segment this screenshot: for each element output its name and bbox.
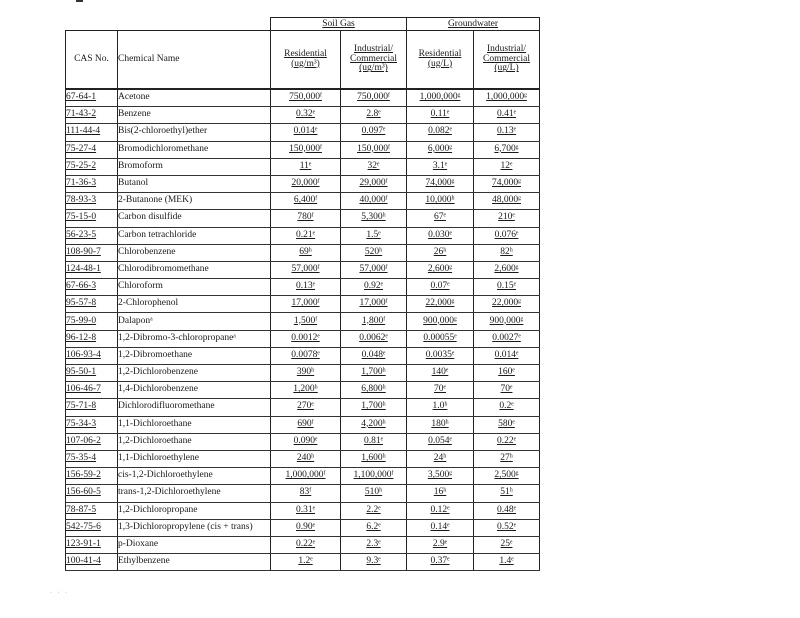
cas-cell: 111-44-4: [66, 124, 118, 141]
soil-residential-cell: 83ᶠ: [271, 485, 341, 502]
column-header-row: [66, 31, 540, 90]
soil-residential-cell: 0.090ᵉ: [271, 433, 341, 450]
soil-residential-header: Residential (ug/m³): [271, 31, 341, 90]
chemical-name-cell: 1,4-Dichlorobenzene: [118, 382, 271, 399]
table-row: [66, 450, 540, 467]
gw-industrial-cell: 0.52ᵉ: [474, 519, 540, 536]
table-row: [66, 244, 540, 261]
corner-mark: [76, 0, 83, 2]
cas-cell: 95-50-1: [66, 365, 118, 382]
gw-industrial-cell: 74,000ᵍ: [474, 175, 540, 192]
gw-industrial-cell: 0.2ᵉ: [474, 399, 540, 416]
gw-industrial-cell: 0.014ᵉ: [474, 347, 540, 364]
table-row: [66, 296, 540, 313]
cas-cell: 156-59-2: [66, 468, 118, 485]
soil-industrial-cell: 1,100,000ᶠ: [341, 468, 407, 485]
cas-cell: 100-41-4: [66, 554, 118, 571]
gw-industrial-cell: 900,000ᵍ: [474, 313, 540, 330]
soil-industrial-cell: 0.097ᵉ: [341, 124, 407, 141]
gw-residential-cell: 0.12ᵉ: [407, 502, 474, 519]
table-row: [66, 347, 540, 364]
gw-industrial-cell: 27ʰ: [474, 450, 540, 467]
cas-cell: 71-43-2: [66, 107, 118, 124]
soil-industrial-cell: 0.81ᵉ: [341, 433, 407, 450]
cas-cell: 123-91-1: [66, 536, 118, 553]
table-row: [66, 279, 540, 296]
chemical-name-cell: Acetone: [118, 89, 271, 107]
chemical-name-cell: Ethylbenzene: [118, 554, 271, 571]
soil-industrial-cell: 9.3ᵉ: [341, 554, 407, 571]
chemical-name-cell: Chlorodibromomethane: [118, 261, 271, 278]
table-row: [66, 536, 540, 553]
soil-residential-cell: 57,000ᶠ: [271, 261, 341, 278]
soil-residential-cell: 0.90ᵉ: [271, 519, 341, 536]
cas-cell: 124-48-1: [66, 261, 118, 278]
gw-industrial-cell: 6,700ᵍ: [474, 141, 540, 158]
chemical-name-cell: 1,2-Dichloroethane: [118, 433, 271, 450]
table-row: [66, 554, 540, 571]
soil-industrial-cell: 150,000ᶠ: [341, 141, 407, 158]
gw-industrial-cell: 0.15ᵉ: [474, 279, 540, 296]
soil-industrial-cell: 510ʰ: [341, 485, 407, 502]
gw-industrial-cell: 2,500ᵍ: [474, 468, 540, 485]
cas-column-header: CAS No.: [66, 31, 118, 90]
gw-industrial-cell: 0.41ᵉ: [474, 107, 540, 124]
chemical-name-cell: trans-1,2-Dichloroethylene: [118, 485, 271, 502]
soil-residential-cell: 0.0078ᵉ: [271, 347, 341, 364]
chemical-name-cell: Butanol: [118, 175, 271, 192]
chemical-name-cell: 2-Butanone (MEK): [118, 193, 271, 210]
soil-residential-cell: 1.2ᵉ: [271, 554, 341, 571]
gw-residential-cell: 0.37ᵉ: [407, 554, 474, 571]
gw-residential-cell: 3.1ᵉ: [407, 158, 474, 175]
gw-industrial-cell: 0.22ᵉ: [474, 433, 540, 450]
soil-industrial-cell: 17,000ᶠ: [341, 296, 407, 313]
soil-residential-cell: 0.22ᵉ: [271, 536, 341, 553]
table-row: [66, 158, 540, 175]
gw-residential-cell: 70ᵉ: [407, 382, 474, 399]
gw-industrial-cell: 22,000ᵍ: [474, 296, 540, 313]
gw-industrial-cell: 0.0027ᵉ: [474, 330, 540, 347]
soil-residential-cell: 0.0012ᵉ: [271, 330, 341, 347]
cas-cell: 106-46-7: [66, 382, 118, 399]
gw-residential-cell: 0.0035ᵉ: [407, 347, 474, 364]
soil-residential-cell: 390ʰ: [271, 365, 341, 382]
gw-residential-cell: 900,000ᵍ: [407, 313, 474, 330]
soil-industrial-cell: 1.5ᵉ: [341, 227, 407, 244]
table-row: [66, 519, 540, 536]
cas-cell: 75-15-0: [66, 210, 118, 227]
chemical-name-cell: cis-1,2-Dichloroethylene: [118, 468, 271, 485]
chemical-name-cell: p-Dioxane: [118, 536, 271, 553]
soil-residential-cell: 17,000ᶠ: [271, 296, 341, 313]
soil-industrial-cell: 32ᵉ: [341, 158, 407, 175]
gw-industrial-cell: 12ᵉ: [474, 158, 540, 175]
cas-cell: 95-57-8: [66, 296, 118, 313]
gw-industrial-cell: 580ᵉ: [474, 416, 540, 433]
name-column-header: Chemical Name: [118, 31, 271, 90]
groundwater-header: Groundwater: [407, 18, 540, 31]
chemical-name-cell: 1,2-Dichlorobenzene: [118, 365, 271, 382]
table-row: [66, 468, 540, 485]
table-row: [66, 416, 540, 433]
table-row: [66, 485, 540, 502]
page-footer-mark: · · ·: [50, 590, 69, 596]
gw-industrial-cell: 0.48ᵉ: [474, 502, 540, 519]
gw-industrial-cell: 160ᵉ: [474, 365, 540, 382]
gw-residential-cell: 74,000ᵍ: [407, 175, 474, 192]
chemical-name-cell: Chloroform: [118, 279, 271, 296]
gw-residential-cell: 2.9ᵉ: [407, 536, 474, 553]
table-row: [66, 210, 540, 227]
cas-cell: 67-64-1: [66, 89, 118, 107]
group-header-row: [66, 18, 540, 31]
gw-residential-cell: 0.00055ᵉ: [407, 330, 474, 347]
gw-residential-cell: 22,000ᵍ: [407, 296, 474, 313]
gw-residential-cell: 0.030ᵉ: [407, 227, 474, 244]
table-row: [66, 141, 540, 158]
soil-residential-cell: 240ʰ: [271, 450, 341, 467]
gw-residential-cell: 0.11ᵉ: [407, 107, 474, 124]
chemical-name-cell: 1,1-Dichloroethane: [118, 416, 271, 433]
table-row: [66, 124, 540, 141]
soil-industrial-cell: 0.0062ᵉ: [341, 330, 407, 347]
soil-industrial-cell: 5,300ʰ: [341, 210, 407, 227]
cas-cell: 75-71-8: [66, 399, 118, 416]
soil-industrial-cell: 750,000ᶠ: [341, 89, 407, 107]
cas-cell: 75-99-0: [66, 313, 118, 330]
soil-industrial-cell: 1,700ʰ: [341, 365, 407, 382]
soil-residential-cell: 0.32ᵉ: [271, 107, 341, 124]
soil-industrial-cell: 1,800ᶠ: [341, 313, 407, 330]
gw-residential-cell: 10,000ʰ: [407, 193, 474, 210]
cas-cell: 108-90-7: [66, 244, 118, 261]
gw-residential-cell: 180ʰ: [407, 416, 474, 433]
soil-industrial-cell: 57,000ᶠ: [341, 261, 407, 278]
soil-residential-cell: 750,000ᶠ: [271, 89, 341, 107]
chemical-name-cell: 1,1-Dichloroethylene: [118, 450, 271, 467]
table-row: [66, 313, 540, 330]
cas-cell: 75-34-3: [66, 416, 118, 433]
table-body: [66, 89, 540, 571]
gw-residential-cell: 67ᵉ: [407, 210, 474, 227]
soil-industrial-cell: 2.8ᵉ: [341, 107, 407, 124]
chemical-name-cell: 1,2-Dibromoethane: [118, 347, 271, 364]
soil-residential-cell: 20,000ᶠ: [271, 175, 341, 192]
chemical-name-cell: Carbon disulfide: [118, 210, 271, 227]
soil-residential-cell: 0.31ᵉ: [271, 502, 341, 519]
soil-industrial-header: Industrial/ Commercial (ug/m³): [341, 31, 407, 90]
soil-industrial-cell: 0.92ᵉ: [341, 279, 407, 296]
chemical-name-cell: Bromodichloromethane: [118, 141, 271, 158]
cas-cell: 75-27-4: [66, 141, 118, 158]
gw-industrial-cell: 210ᵉ: [474, 210, 540, 227]
soil-residential-cell: 6,400ᶠ: [271, 193, 341, 210]
gw-industrial-cell: 1.4ᵉ: [474, 554, 540, 571]
screening-levels-table: [65, 17, 540, 571]
chemical-name-cell: 1,2-Dibromo-3-chloropropaneᵃ: [118, 330, 271, 347]
table-row: [66, 502, 540, 519]
soil-gas-header: Soil Gas: [271, 18, 407, 31]
chemical-name-cell: Benzene: [118, 107, 271, 124]
cas-cell: 542-75-6: [66, 519, 118, 536]
gw-residential-cell: 0.14ᵉ: [407, 519, 474, 536]
soil-industrial-cell: 4,200ʰ: [341, 416, 407, 433]
soil-industrial-cell: 29,000ᶠ: [341, 175, 407, 192]
table-row: [66, 193, 540, 210]
chemical-name-cell: 1,2-Dichloropropane: [118, 502, 271, 519]
soil-residential-cell: 69ʰ: [271, 244, 341, 261]
soil-residential-cell: 690ᶠ: [271, 416, 341, 433]
gw-industrial-cell: 82ʰ: [474, 244, 540, 261]
cas-cell: 78-87-5: [66, 502, 118, 519]
soil-residential-cell: 1,000,000ᶠ: [271, 468, 341, 485]
table-row: [66, 107, 540, 124]
gw-industrial-cell: 70ᵉ: [474, 382, 540, 399]
gw-residential-cell: 0.054ᵉ: [407, 433, 474, 450]
gw-residential-cell: 16ʰ: [407, 485, 474, 502]
soil-industrial-cell: 1,600ʰ: [341, 450, 407, 467]
table-row: [66, 399, 540, 416]
gw-industrial-cell: 25ᵉ: [474, 536, 540, 553]
cas-cell: 106-93-4: [66, 347, 118, 364]
soil-residential-cell: 780ᶠ: [271, 210, 341, 227]
gw-residential-cell: 140ᵉ: [407, 365, 474, 382]
cas-cell: 78-93-3: [66, 193, 118, 210]
soil-residential-cell: 1,500ᶠ: [271, 313, 341, 330]
soil-industrial-cell: 6.2ᵉ: [341, 519, 407, 536]
table-row: [66, 365, 540, 382]
cas-cell: 96-12-8: [66, 330, 118, 347]
soil-residential-cell: 0.13ᵉ: [271, 279, 341, 296]
gw-industrial-cell: 48,000ᵍ: [474, 193, 540, 210]
soil-industrial-cell: 2.2ᵉ: [341, 502, 407, 519]
gw-residential-header: Residential (ug/L): [407, 31, 474, 90]
cas-cell: 75-35-4: [66, 450, 118, 467]
table-row: [66, 330, 540, 347]
gw-residential-cell: 1,000,000ᵍ: [407, 89, 474, 107]
gw-industrial-cell: 1,000,000ᵍ: [474, 89, 540, 107]
chemical-name-cell: 1,3-Dichloropropylene (cis + trans): [118, 519, 271, 536]
soil-residential-cell: 0.014ᵉ: [271, 124, 341, 141]
soil-industrial-cell: 40,000ᶠ: [341, 193, 407, 210]
soil-residential-cell: 0.21ᵉ: [271, 227, 341, 244]
cas-cell: 67-66-3: [66, 279, 118, 296]
chemical-name-cell: Chlorobenzene: [118, 244, 271, 261]
soil-industrial-cell: 520ʰ: [341, 244, 407, 261]
chemical-name-cell: Bromoform: [118, 158, 271, 175]
table-row: [66, 175, 540, 192]
chemical-name-cell: 2-Chlorophenol: [118, 296, 271, 313]
chemical-name-cell: Carbon tetrachloride: [118, 227, 271, 244]
soil-residential-cell: 11ᵉ: [271, 158, 341, 175]
soil-industrial-cell: 0.048ᵉ: [341, 347, 407, 364]
table-row: [66, 227, 540, 244]
chemical-name-cell: Bis(2-chloroethyl)ether: [118, 124, 271, 141]
soil-industrial-cell: 1,700ʰ: [341, 399, 407, 416]
gw-residential-cell: 6,000ᵍ: [407, 141, 474, 158]
gw-industrial-cell: 0.076ᵉ: [474, 227, 540, 244]
gw-residential-cell: 1.0ʰ: [407, 399, 474, 416]
cas-cell: 156-60-5: [66, 485, 118, 502]
gw-industrial-cell: 0.13ᵉ: [474, 124, 540, 141]
cas-cell: 107-06-2: [66, 433, 118, 450]
chemical-name-cell: Dalaponᵃ: [118, 313, 271, 330]
cas-cell: 75-25-2: [66, 158, 118, 175]
gw-residential-cell: 2,600ᵍ: [407, 261, 474, 278]
soil-industrial-cell: 6,800ʰ: [341, 382, 407, 399]
gw-industrial-header: Industrial/ Commercial (ug/L): [474, 31, 540, 90]
gw-residential-cell: 0.07ᵉ: [407, 279, 474, 296]
table-row: [66, 261, 540, 278]
table-row: [66, 89, 540, 107]
soil-residential-cell: 1,200ʰ: [271, 382, 341, 399]
gw-industrial-cell: 2,600ᵍ: [474, 261, 540, 278]
gw-residential-cell: 24ʰ: [407, 450, 474, 467]
soil-residential-cell: 150,000ᶠ: [271, 141, 341, 158]
gw-residential-cell: 3,500ᵍ: [407, 468, 474, 485]
soil-industrial-cell: 2.3ᵉ: [341, 536, 407, 553]
table-row: [66, 382, 540, 399]
soil-residential-cell: 270ᵉ: [271, 399, 341, 416]
cas-cell: 56-23-5: [66, 227, 118, 244]
table-row: [66, 433, 540, 450]
gw-residential-cell: 0.082ᵉ: [407, 124, 474, 141]
gw-industrial-cell: 51ʰ: [474, 485, 540, 502]
chemical-name-cell: Dichlorodifluoromethane: [118, 399, 271, 416]
cas-cell: 71-36-3: [66, 175, 118, 192]
gw-residential-cell: 26ʰ: [407, 244, 474, 261]
